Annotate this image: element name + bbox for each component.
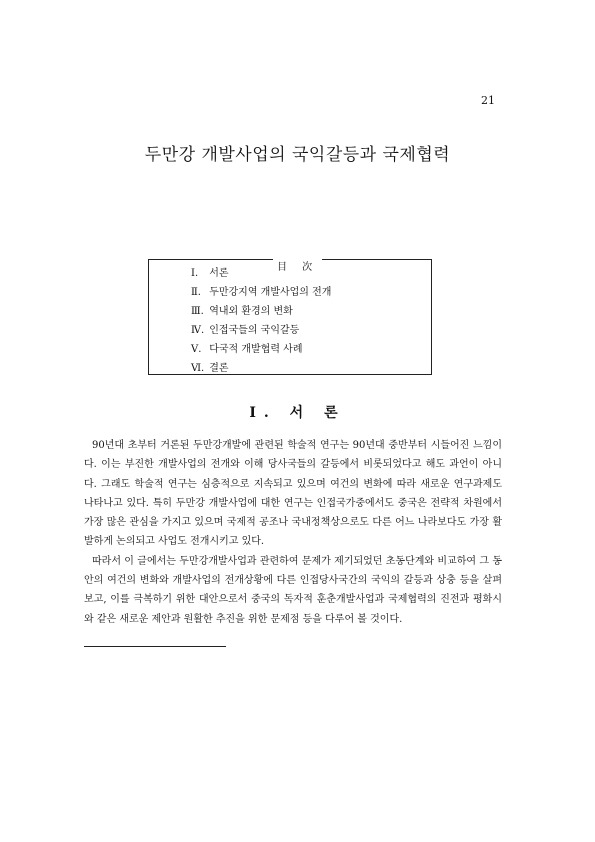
toc-item-number: Ⅴ.	[191, 344, 202, 355]
toc-item	[191, 286, 331, 305]
section-heading: I. 서 론	[249, 405, 346, 421]
toc-item-label: 결론	[209, 363, 229, 374]
toc-item-number: Ⅱ.	[191, 287, 201, 298]
toc-item-label: 다국적 개발협력 사례	[209, 344, 303, 355]
toc-item-number: Ⅰ.	[191, 268, 199, 279]
toc-item-label: 역내외 환경의 변화	[209, 306, 293, 317]
table-of-contents	[148, 259, 432, 375]
page-number: 21	[481, 94, 495, 107]
toc-item-label: 서론	[209, 268, 229, 279]
toc-item	[191, 267, 331, 286]
body-paragraph: 따라서 이 글에서는 두만강개발사업과 관련하여 문제가 제기되었던 초동단계와 비교하여 그 동안의 여건의 변화와 개발사업의 전개상황에 다른 인접당사국간의 국익의 갈등과 상충 등을 살펴보고, 이를 극복하기 위한 대안으로서 중국의 독자적 훈춘개발사업과 국제협력의 진전과 평화시와 같은 새로운 제안과 원활한 추진을 위한 문제점 등을 다루어 볼 것이다.	[84, 555, 502, 625]
footnote-divider	[84, 646, 226, 647]
toc-item	[191, 343, 331, 362]
body-paragraph: 90년대 초부터 거론된 두만강개발에 관련된 학술적 연구는 90년대 중반부터 시들어진 느낌이다. 이는 부진한 개발사업의 전개와 이해 당사국들의 갈등에서 비롯되었다고 해도 과언이 아니다. 그래도 학술적 연구는 심층적으로 지속되고 있으며 여건의 변화에 따라 새로운 연구과제도 나타나고 있다. 특히 두만강 개발사업에 대한 연구는 인접국가중에서도 중국은 전략적 차원에서 가장 많은 관심을 가지고 있으며 국제적 공조나 국내정책상으로도 다른 어느 나라보다도 가장 활발하게 논의되고 사업도 전개시키고 있다.	[84, 440, 502, 548]
page-title: 두만강 개발사업의 국익갈등과 국제협력	[144, 145, 451, 165]
toc-item-number: Ⅵ.	[191, 363, 205, 374]
toc-list	[191, 267, 331, 381]
toc-item	[191, 362, 331, 381]
toc-heading: 目 次	[273, 258, 322, 273]
toc-item-number: Ⅳ.	[191, 325, 205, 336]
toc-item-label: 인접국들의 국익갈등	[209, 325, 300, 336]
body-text	[84, 436, 502, 629]
toc-item-number: Ⅲ.	[191, 306, 204, 317]
toc-item-label: 두만강지역 개발사업의 전개	[209, 287, 332, 298]
toc-item	[191, 305, 331, 324]
toc-item	[191, 324, 331, 343]
